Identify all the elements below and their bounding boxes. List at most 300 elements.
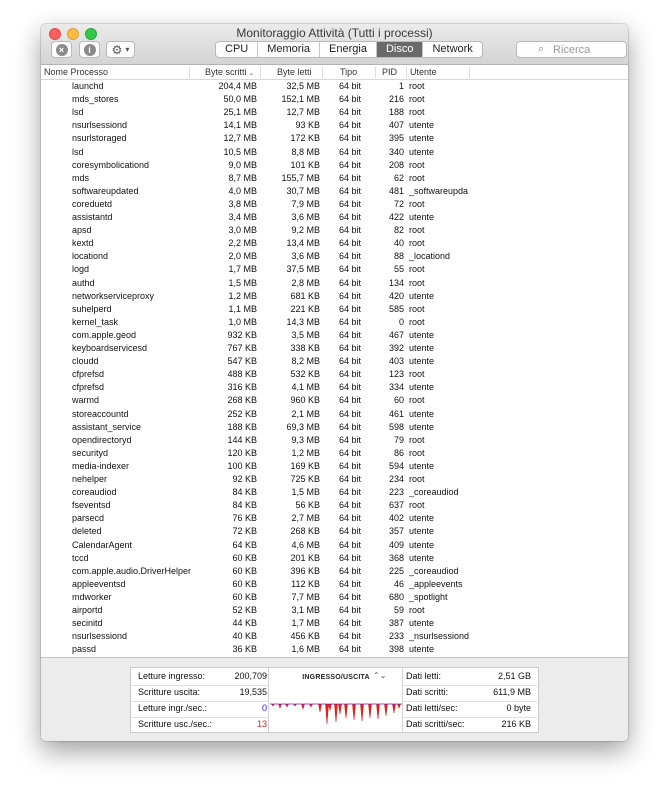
process-name-cell: nehelper [72, 474, 108, 484]
table-row[interactable] [41, 93, 628, 106]
process-type-cell: 64 bit [338, 460, 361, 471]
bytes-read-cell: 14,3 MB [286, 316, 320, 327]
table-row[interactable] [41, 394, 628, 407]
table-row[interactable] [41, 578, 628, 591]
bytes-written-cell: 72 KB [232, 526, 257, 537]
bytes-read-cell: 101 KB [290, 159, 320, 170]
user-cell: utente [409, 212, 435, 222]
pid-cell: 134 [388, 277, 404, 288]
table-row[interactable] [41, 486, 628, 499]
info-icon: i [84, 44, 96, 56]
bytes-written-cell: 1,1 MB [228, 303, 257, 314]
process-name-cell: kernel_task [72, 316, 119, 327]
stat-value: 2,51 GB [497, 671, 531, 681]
bytes-read-cell: 30,7 MB [286, 185, 320, 196]
tab-disco[interactable]: Disco [377, 42, 424, 57]
table-row[interactable] [41, 355, 628, 368]
pid-cell: 680 [388, 591, 404, 602]
pid-cell: 402 [388, 513, 404, 524]
pid-cell: 387 [388, 618, 404, 629]
bytes-read-cell: 268 KB [290, 526, 320, 537]
table-row[interactable] [41, 277, 628, 290]
bytes-read-cell: 7,7 MB [291, 591, 320, 602]
pid-cell: 46 [393, 578, 404, 589]
bytes-written-cell: 547 KB [227, 356, 257, 367]
pid-cell: 0 [398, 316, 404, 327]
process-name-cell: kextd [72, 238, 94, 249]
table-row[interactable] [41, 643, 628, 656]
process-type-cell: 64 bit [338, 172, 361, 183]
pid-cell: 598 [388, 421, 404, 432]
bytes-written-cell: 932 KB [227, 329, 257, 340]
table-row[interactable] [41, 250, 628, 263]
pid-cell: 60 [393, 395, 404, 406]
pid-cell: 40 [393, 238, 404, 249]
process-type-cell: 64 bit [338, 487, 361, 498]
process-name-cell: cloudd [72, 356, 99, 367]
bytes-written-cell: 12,7 MB [223, 133, 257, 144]
process-type-cell: 64 bit [338, 526, 361, 537]
table-row[interactable] [41, 172, 628, 185]
search-field[interactable] [516, 41, 627, 58]
process-name-cell: appleeventsd [72, 578, 126, 589]
process-name-cell: deleted [72, 526, 102, 537]
stat-value: 0 byte [506, 703, 531, 713]
bytes-read-cell: 3,6 MB [291, 251, 320, 262]
process-type-cell: 64 bit [338, 329, 361, 340]
table-row[interactable] [41, 237, 628, 250]
bytes-written-cell: 144 KB [227, 434, 257, 445]
bytes-written-cell: 14,1 MB [223, 120, 257, 131]
stat-label: Scritture uscita: [138, 687, 201, 697]
process-type-cell: 64 bit [338, 618, 361, 629]
process-type-cell: 64 bit [338, 146, 361, 157]
process-type-cell: 64 bit [338, 565, 361, 576]
gear-icon: ⚙ [111, 42, 123, 57]
column-header-bytes-written-label: Byte scritti [205, 67, 247, 77]
column-header-user[interactable]: Utente [410, 67, 437, 77]
process-name-cell: tccd [72, 552, 89, 563]
table-row[interactable] [41, 146, 628, 159]
user-cell: utente [409, 356, 435, 367]
bytes-read-cell: 152,1 MB [281, 94, 320, 105]
table-row[interactable] [41, 591, 628, 604]
process-name-cell: mds_stores [72, 94, 119, 105]
stat-label: Dati letti/sec: [406, 703, 458, 713]
column-header-pid[interactable]: PID [382, 67, 398, 77]
bytes-written-cell: 1,2 MB [228, 290, 257, 301]
pid-cell: 368 [388, 552, 404, 563]
bytes-written-cell: 204,4 MB [218, 81, 257, 91]
tab-network[interactable]: Network [432, 43, 473, 55]
bytes-read-cell: 112 KB [291, 578, 320, 589]
table-row[interactable] [41, 329, 628, 342]
process-name-cell: opendirectoryd [72, 434, 132, 445]
user-cell: utente [409, 552, 435, 563]
process-name-cell: mds [72, 172, 90, 183]
pid-cell: 82 [393, 225, 404, 236]
process-name-cell: coresymbolicationd [72, 159, 150, 170]
bytes-read-cell: 1,5 MB [291, 487, 320, 498]
bytes-read-cell: 2,8 MB [291, 277, 320, 288]
process-name-cell: lsd [72, 107, 84, 118]
process-type-cell: 64 bit [338, 395, 361, 406]
bytes-read-cell: 725 KB [290, 474, 320, 484]
sort-descending-icon: ⌄ [248, 70, 255, 77]
bytes-read-cell: 2,7 MB [291, 513, 320, 524]
pid-cell: 340 [388, 146, 404, 157]
user-cell: utente [409, 460, 435, 471]
process-name-cell: cfprefsd [72, 382, 105, 393]
user-cell: utente [409, 120, 435, 131]
user-cell: root [409, 198, 425, 209]
process-name-cell: securityd [72, 447, 109, 458]
process-name-cell: airportd [72, 605, 103, 615]
pid-cell: 123 [388, 369, 404, 380]
stat-value: 200,709 [234, 671, 267, 681]
process-type-cell: 64 bit [338, 434, 361, 445]
pid-cell: 585 [388, 303, 404, 314]
process-name-cell: assistantd [72, 212, 113, 222]
process-name-cell: assistant_service [72, 421, 142, 432]
column-header-name[interactable]: Nome Processo [44, 67, 109, 77]
bytes-written-cell: 2,0 MB [228, 251, 257, 262]
process-type-cell: 64 bit [338, 605, 361, 615]
bytes-read-cell: 93 KB [295, 120, 320, 131]
bytes-read-cell: 169 KB [290, 460, 320, 471]
table-row[interactable] [41, 119, 628, 132]
user-cell: _coreaudiod [409, 487, 459, 498]
bytes-read-cell: 960 KB [290, 395, 320, 406]
user-cell: root [409, 264, 425, 275]
process-name-cell: passd [72, 644, 97, 655]
actions-menu-button[interactable] [106, 41, 135, 58]
user-cell: _locationd [409, 251, 451, 262]
process-type-cell: 64 bit [338, 343, 361, 353]
pid-cell: 55 [393, 264, 404, 275]
process-type-cell: 64 bit [338, 290, 361, 301]
graph-mode-chevron-icon[interactable]: ⌃⌄ [373, 671, 387, 680]
pid-cell: 594 [388, 460, 404, 471]
bytes-read-cell: 8,2 MB [291, 356, 320, 367]
table-row[interactable] [41, 224, 628, 237]
table-row[interactable] [41, 604, 628, 617]
process-type-cell: 64 bit [338, 631, 361, 642]
table-row[interactable] [41, 263, 628, 276]
pid-cell: 188 [388, 107, 404, 118]
bytes-written-cell: 84 KB [232, 487, 257, 498]
bytes-written-cell: 120 KB [227, 447, 257, 458]
user-cell: root [409, 159, 425, 170]
bytes-written-cell: 767 KB [227, 343, 257, 353]
stop-process-button[interactable] [51, 41, 72, 58]
bytes-written-cell: 268 KB [227, 395, 257, 406]
process-name-cell: parsecd [72, 513, 105, 524]
user-cell: _spotlight [409, 591, 448, 602]
bytes-read-cell: 456 KB [290, 631, 320, 642]
table-row[interactable] [41, 159, 628, 172]
table-row[interactable] [41, 460, 628, 473]
bytes-written-cell: 488 KB [227, 369, 257, 380]
bytes-read-cell: 12,7 MB [286, 107, 320, 118]
close-circle-icon: × [56, 44, 68, 56]
bytes-read-cell: 201 KB [290, 552, 320, 563]
pid-cell: 88 [393, 251, 404, 262]
bytes-read-cell: 532 KB [290, 369, 320, 380]
write-activity-series [270, 704, 402, 724]
process-name-cell: com.apple.audio.DriverHelper [72, 565, 192, 576]
column-header-tipo[interactable]: Tipo [340, 67, 358, 77]
user-cell: utente [409, 290, 435, 301]
process-type-cell: 64 bit [338, 264, 361, 275]
bytes-read-cell: 396 KB [290, 565, 320, 576]
chevron-down-icon: ▾ [125, 45, 130, 54]
pid-cell: 398 [388, 644, 404, 655]
bytes-written-cell: 25,1 MB [223, 107, 257, 118]
process-type-cell: 64 bit [338, 513, 361, 524]
user-cell: root [409, 81, 425, 91]
process-type-cell: 64 bit [338, 225, 361, 236]
stat-value: 0 [261, 703, 267, 713]
bytes-written-cell: 10,5 MB [223, 146, 257, 157]
bytes-read-cell: 155,7 MB [281, 172, 320, 183]
user-cell: root [409, 474, 425, 484]
bytes-read-cell: 1,7 MB [291, 618, 320, 629]
process-type-cell: 64 bit [338, 212, 361, 222]
bytes-written-cell: 316 KB [227, 382, 257, 393]
pid-cell: 395 [388, 133, 404, 144]
table-row[interactable] [41, 630, 628, 643]
bytes-written-cell: 60 KB [232, 552, 257, 563]
table-row[interactable] [41, 198, 628, 211]
summary-area [41, 657, 628, 741]
table-row[interactable] [41, 80, 628, 93]
process-type-cell: 64 bit [338, 421, 361, 432]
pid-cell: 422 [388, 212, 404, 222]
process-name-cell: mdworker [72, 591, 112, 602]
user-cell: utente [409, 644, 435, 655]
table-row[interactable] [41, 381, 628, 394]
process-type-cell: 64 bit [338, 408, 361, 419]
pid-cell: 62 [393, 172, 404, 183]
user-cell: utente [409, 513, 435, 524]
process-name-cell: locationd [72, 251, 109, 262]
stat-value: 19,535 [239, 687, 267, 697]
process-type-cell: 64 bit [338, 552, 361, 563]
table-row[interactable] [41, 434, 628, 447]
pid-cell: 223 [388, 487, 404, 498]
pid-cell: 79 [393, 434, 404, 445]
user-cell: root [409, 107, 425, 118]
bytes-written-cell: 188 KB [227, 421, 257, 432]
bytes-written-cell: 76 KB [232, 513, 257, 524]
table-row[interactable] [41, 316, 628, 329]
pid-cell: 481 [388, 185, 404, 196]
title-bar [41, 24, 628, 65]
bytes-read-cell: 1,6 MB [291, 644, 320, 655]
process-name-cell: warmd [72, 395, 100, 406]
tab-energia[interactable]: Energia [320, 42, 377, 57]
user-cell: _coreaudiod [409, 565, 459, 576]
bytes-written-cell: 60 KB [232, 578, 257, 589]
process-type-cell: 64 bit [338, 133, 361, 144]
user-cell: root [409, 395, 425, 406]
process-name-cell: softwareupdated [72, 185, 139, 196]
bytes-read-cell: 9,2 MB [291, 225, 320, 236]
pid-cell: 467 [388, 329, 404, 340]
user-cell: root [409, 369, 425, 380]
user-cell: root [409, 277, 425, 288]
bytes-written-cell: 2,2 MB [228, 238, 257, 249]
user-cell: _softwareupda [409, 185, 469, 196]
process-name-cell: cfprefsd [72, 369, 105, 380]
bytes-written-cell: 84 KB [232, 500, 257, 511]
bytes-read-cell: 4,1 MB [291, 382, 320, 393]
process-name-cell: secinitd [72, 618, 103, 629]
process-type-cell: 64 bit [338, 591, 361, 602]
pid-cell: 233 [388, 631, 404, 642]
process-table [41, 80, 628, 657]
pid-cell: 216 [388, 94, 404, 105]
process-type-cell: 64 bit [338, 382, 361, 393]
bytes-written-cell: 1,0 MB [228, 316, 257, 327]
process-name-cell: nsurlsessiond [72, 631, 128, 642]
user-cell: utente [409, 343, 435, 353]
user-cell: root [409, 172, 425, 183]
table-row[interactable] [41, 525, 628, 538]
stat-label: Dati scritti: [406, 687, 449, 697]
bytes-written-cell: 50,0 MB [223, 94, 257, 105]
user-cell: root [409, 605, 425, 615]
table-row[interactable] [41, 499, 628, 512]
bytes-read-cell: 37,5 MB [286, 264, 320, 275]
process-name-cell: fseventsd [72, 500, 111, 511]
bytes-written-cell: 92 KB [232, 474, 257, 484]
table-row[interactable] [41, 303, 628, 316]
bytes-written-cell: 60 KB [232, 565, 257, 576]
table-row[interactable] [41, 473, 628, 486]
process-type-cell: 64 bit [338, 107, 361, 118]
process-type-cell: 64 bit [338, 238, 361, 249]
process-name-cell: CalendarAgent [72, 539, 133, 550]
process-type-cell: 64 bit [338, 369, 361, 380]
pid-cell: 403 [388, 356, 404, 367]
pid-cell: 72 [393, 198, 404, 209]
pid-cell: 1 [398, 81, 404, 91]
table-row[interactable] [41, 342, 628, 355]
pid-cell: 208 [388, 159, 404, 170]
bytes-written-cell: 44 KB [232, 618, 257, 629]
bytes-written-cell: 4,0 MB [228, 185, 257, 196]
process-name-cell: media-indexer [72, 460, 130, 471]
bytes-read-cell: 3,1 MB [291, 605, 320, 615]
process-name-cell: launchd [72, 81, 104, 91]
stat-value: 216 KB [501, 719, 531, 729]
user-cell: utente [409, 146, 435, 157]
user-cell: _nsurlsessiond [409, 631, 470, 642]
bytes-written-cell: 8,7 MB [228, 172, 257, 183]
stat-label: Letture ingresso: [138, 671, 206, 681]
pid-cell: 461 [388, 408, 404, 419]
process-type-cell: 64 bit [338, 316, 361, 327]
pid-cell: 637 [388, 500, 404, 511]
table-row[interactable] [41, 211, 628, 224]
process-type-cell: 64 bit [338, 185, 361, 196]
bytes-read-cell: 1,2 MB [291, 447, 320, 458]
process-type-cell: 64 bit [338, 447, 361, 458]
stat-value: 13 [256, 719, 267, 729]
table-row[interactable] [41, 106, 628, 119]
inspect-process-button[interactable] [79, 41, 100, 58]
process-name-cell: suhelperd [72, 303, 112, 314]
user-cell: root [409, 94, 425, 105]
bytes-read-cell: 56 KB [295, 500, 320, 511]
pid-cell: 334 [388, 382, 404, 393]
table-row[interactable] [41, 185, 628, 198]
table-row[interactable] [41, 408, 628, 421]
user-cell: utente [409, 526, 435, 537]
user-cell: utente [409, 329, 435, 340]
process-type-cell: 64 bit [338, 120, 361, 131]
pid-cell: 86 [393, 447, 404, 458]
column-header-bytes-read[interactable]: Byte letti [277, 67, 312, 77]
table-row[interactable] [41, 368, 628, 381]
user-cell: utente [409, 408, 435, 419]
bytes-read-cell: 221 KB [290, 303, 320, 314]
table-row[interactable] [41, 552, 628, 565]
tab-cpu[interactable]: CPU [216, 42, 258, 57]
bytes-read-cell: 3,5 MB [291, 329, 320, 340]
bytes-written-cell: 1,7 MB [228, 264, 257, 275]
user-cell: utente [409, 618, 435, 629]
user-cell: utente [409, 133, 435, 144]
stat-label: Letture ingr./sec.: [138, 703, 208, 713]
table-row[interactable] [41, 132, 628, 145]
user-cell: utente [409, 539, 435, 550]
table-row[interactable] [41, 512, 628, 525]
process-name-cell: authd [72, 277, 95, 288]
column-header-bytes-written[interactable] [205, 66, 254, 78]
process-name-cell: coreaudiod [72, 487, 117, 498]
user-cell: root [409, 316, 425, 327]
table-row[interactable] [41, 421, 628, 434]
table-row[interactable] [41, 565, 628, 578]
process-name-cell: logd [72, 264, 90, 275]
bytes-written-cell: 3,0 MB [228, 225, 257, 236]
bytes-read-cell: 338 KB [290, 343, 320, 353]
table-row[interactable] [41, 539, 628, 552]
table-row[interactable] [41, 447, 628, 460]
io-graph [270, 690, 402, 728]
pid-cell: 392 [388, 343, 404, 353]
bytes-written-cell: 1,5 MB [228, 277, 257, 288]
table-row[interactable] [41, 617, 628, 630]
process-type-cell: 64 bit [338, 303, 361, 314]
pid-cell: 59 [393, 605, 404, 615]
process-type-cell: 64 bit [338, 277, 361, 288]
bytes-read-cell: 681 KB [290, 290, 320, 301]
user-cell: root [409, 447, 425, 458]
process-name-cell: coreduetd [72, 198, 113, 209]
pid-cell: 225 [388, 565, 404, 576]
bytes-read-cell: 7,9 MB [291, 198, 320, 209]
bytes-written-cell: 40 KB [232, 631, 257, 642]
process-name-cell: storeaccountd [72, 408, 129, 419]
tab-memoria[interactable]: Memoria [258, 42, 320, 57]
bytes-read-cell: 8,8 MB [291, 146, 320, 157]
process-name-cell: com.apple.geod [72, 329, 137, 340]
table-row[interactable] [41, 290, 628, 303]
